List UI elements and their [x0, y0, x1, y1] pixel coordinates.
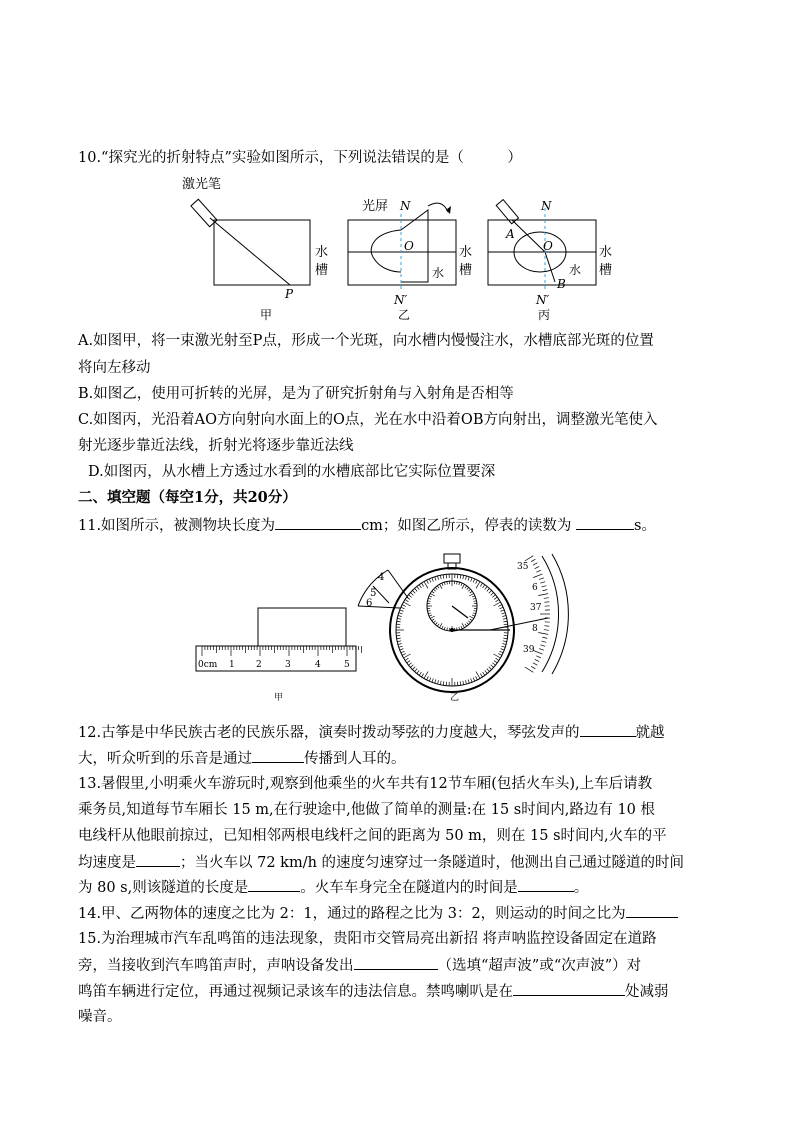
zoom-left-label-5: 5 [370, 588, 377, 599]
dial-tick [460, 575, 461, 579]
dial-tick [473, 579, 475, 583]
caption-bing: 丙 [538, 308, 551, 322]
dial-tick [480, 674, 482, 677]
dial-tick [487, 669, 490, 672]
dial-tick [498, 654, 502, 656]
q12-line2: 大，听众听到的乐音是通过 传播到人耳的。 [78, 748, 406, 769]
minute-dial-tick [428, 598, 431, 599]
zoom-right-label-39: 39 [523, 645, 535, 655]
zoom-tick [542, 590, 547, 591]
minute-dial-tick [430, 594, 434, 597]
dial-tick [424, 672, 428, 679]
dial-tick [440, 681, 441, 685]
dial-tick [501, 613, 505, 614]
q10-option-c-line1: C.如图丙，光沿着AO方向射向水面上的O点，光在水中沿着OB方向射出，调整激光笔使入 [78, 412, 658, 428]
dial-tick [417, 670, 420, 673]
zoom-right-label-35: 35 [517, 562, 529, 572]
dial-tick [485, 670, 488, 673]
minute-dial-tick [437, 624, 439, 626]
dial-tick [485, 586, 488, 589]
dial-tick [400, 610, 404, 611]
dial-tick [432, 578, 433, 582]
dial-tick [412, 590, 415, 593]
dial-tick [489, 590, 492, 593]
zoom-tick [531, 559, 535, 561]
minute-dial-tick [428, 601, 431, 602]
dial-tick [419, 585, 421, 588]
minute-dial-tick [459, 627, 460, 630]
minute-dial-tick [428, 611, 431, 612]
minute-dial-tick [444, 582, 445, 585]
minute-dial-tick [461, 583, 462, 586]
dial-tick [483, 585, 485, 588]
q10-option-d: D.如图丙，从水槽上方透过水看到的水槽底部比它实际位置要深 [88, 464, 496, 480]
stopwatch-figure [358, 554, 568, 703]
q12-line1: 12.古筝是中华民族古老的民族乐器，演奏时拨动琴弦的力度越大，琴弦发声的 就越 [78, 722, 665, 743]
q10-option-a-line2: 将向左移动 [78, 360, 151, 376]
minute-dial-tick [467, 622, 469, 624]
minute-dial-tick [428, 613, 431, 614]
minute-dial-tick [465, 586, 467, 588]
caption-ruler: 甲 [274, 693, 284, 703]
minute-dial-tick [473, 613, 476, 614]
dial-tick [438, 680, 439, 684]
dial-tick [500, 607, 504, 609]
tank-jia [214, 220, 310, 285]
q15-blank-2[interactable] [513, 981, 625, 996]
q14-line: 14.甲、乙两物体的速度之比为 2：1，通过的路程之比为 3：2，则运动的时间之比为 [78, 903, 678, 924]
ruler [196, 646, 356, 671]
minute-dial-tick [447, 628, 448, 631]
dial-tick [491, 593, 494, 596]
minute-dial-tick [437, 586, 439, 588]
dial-tick [498, 605, 502, 607]
minute-dial-tick [474, 611, 477, 612]
dial-tick [422, 583, 424, 586]
zoom-tick [538, 594, 548, 596]
minute-dial-tick [465, 624, 467, 626]
zoom-tick [531, 666, 535, 668]
dial-tick [400, 649, 404, 650]
dial-tick [496, 658, 499, 660]
dial-tick [443, 575, 444, 579]
dial-tick [460, 681, 461, 685]
dial-tick [487, 588, 490, 591]
dial-tick [397, 621, 401, 622]
dial-tick [440, 575, 441, 579]
dial-tick [415, 669, 418, 672]
zoom-tick [533, 663, 537, 665]
svg-text:槽: 槽 [459, 263, 473, 278]
minute-dial-tick [472, 615, 475, 616]
dial-tick [398, 616, 402, 617]
dial-tick [463, 681, 464, 685]
minute-dial-tick [468, 621, 470, 623]
minute-dial-tick [472, 596, 475, 597]
zoom-tick [540, 582, 545, 583]
tank-label-2: 槽 [315, 263, 329, 278]
q10-stem: 10.“探究光的折射特点”实验如图所示，下列说法错误的是（ ） [78, 150, 522, 166]
minute-dial-tick [468, 589, 470, 591]
dial-tick [422, 674, 424, 677]
dial-tick [410, 665, 413, 668]
zoom-tick [539, 649, 544, 651]
minute-dial-tick [462, 623, 465, 627]
q13-line4: 均速度是 ；当火车以 72 km/h 的速度匀速穿过一条隧道时，他测出自己通过隧道的时间 [78, 852, 684, 873]
dial-tick [408, 663, 411, 666]
dial-tick [463, 575, 464, 579]
caption-jia: 甲 [260, 308, 273, 322]
dial-tick [401, 607, 405, 609]
dial-tick [502, 616, 506, 617]
point-o-bing: O [543, 239, 553, 253]
svg-text:槽: 槽 [599, 263, 613, 278]
dial-tick [503, 621, 507, 622]
block [258, 608, 346, 646]
ruler-label-5: 5 [344, 660, 350, 670]
minute-dial-tick [461, 626, 462, 629]
zoom-tick [535, 566, 540, 568]
dial-tick [397, 641, 401, 642]
minute-dial-tick [473, 598, 476, 599]
figure-yi [348, 198, 472, 322]
refracted-ray [545, 252, 555, 282]
zoom-tick [525, 667, 533, 672]
dial-tick [476, 582, 480, 589]
dial-tick [443, 681, 444, 685]
minute-dial-tick [447, 582, 448, 585]
ruler-label-2: 2 [256, 660, 262, 670]
minute-dial-tick [457, 582, 458, 585]
q10-option-a-line1: A.如图甲，将一束激光射至P点，形成一个光斑，向水槽内慢慢注水，水槽底部光斑的位置 [78, 333, 654, 349]
q10-figure [170, 170, 630, 328]
minute-dial-tick [440, 584, 443, 588]
dial-tick [397, 638, 401, 639]
dial-tick [491, 665, 494, 668]
zoom-tick [533, 650, 542, 654]
dial-tick [412, 667, 415, 670]
minute-dial-tick [440, 623, 443, 627]
dial-tick [435, 577, 436, 581]
dial-tick [501, 649, 505, 650]
section-title: 二、填空题（每空1分，共20分） [78, 489, 297, 506]
q12-blank-2[interactable] [252, 748, 304, 763]
dial-tick [494, 654, 501, 658]
dial-tick [494, 597, 497, 599]
q15-line4: 噪音。 [78, 1009, 122, 1025]
rotate-arrow [428, 203, 448, 212]
zoom-left-label-6: 6 [366, 598, 373, 609]
minute-dial-tick [432, 619, 434, 621]
dial-tick [501, 610, 505, 611]
dial-tick [401, 651, 405, 653]
ruler-label-4: 4 [315, 660, 321, 670]
dial-tick [468, 679, 469, 683]
dial-tick [429, 579, 431, 583]
minute-dial-tick [442, 583, 443, 586]
dial-tick [476, 672, 480, 679]
zoom-tick [541, 641, 546, 642]
dial-tick [415, 588, 418, 591]
q13-line2: 乘务员,知道每节车厢长 15 m,在行驶途中,他做了简单的测量:在 15 s时间内,路边有 10 根 [78, 802, 656, 818]
minute-dial-tick [474, 601, 477, 602]
minute-dial-tick [470, 619, 472, 621]
incident-ray [512, 220, 545, 252]
dial-tick [410, 593, 413, 596]
point-o-yi: O [404, 239, 414, 253]
zoom-tick [533, 563, 537, 565]
minute-dial-tick [433, 589, 435, 591]
dial-tick [473, 678, 475, 682]
zoom-left-label-4: 4 [378, 572, 385, 583]
svg-text:N: N [541, 199, 552, 213]
svg-text:N′: N′ [536, 293, 550, 307]
dial-tick [399, 646, 403, 647]
dial-tick [494, 661, 497, 663]
point-b: B [557, 277, 566, 291]
q10-option-b: B.如图乙，使用可折转的光屏，是为了研究折射角与入射角是否相等 [78, 386, 514, 402]
minute-dial-tick [470, 591, 472, 593]
dial-tick [468, 577, 469, 581]
zoom-tick [541, 586, 546, 587]
zoom-tick [540, 645, 545, 646]
dial-tick [476, 580, 478, 584]
normal-nprime-yi: N′ [394, 293, 408, 307]
dial-tick [465, 680, 466, 684]
dial-tick [404, 654, 411, 658]
dial-tick [489, 667, 492, 670]
laser-beam [210, 218, 290, 285]
dial-tick [503, 641, 507, 642]
zoom-right-label-6: 6 [532, 583, 538, 593]
dial-tick [408, 595, 411, 598]
dial-tick [480, 583, 482, 586]
svg-text:水: 水 [459, 245, 473, 260]
minute-dial-tick [444, 627, 445, 630]
ruler-label-0: 0cm [198, 660, 218, 670]
q13-line5: 为 80 s,则该隧道的长度是 。火车车身完全在隧道内的时间是 。 [78, 877, 588, 898]
q11-blank-length[interactable] [275, 515, 361, 530]
ruler-label-1: 1 [229, 660, 235, 670]
minute-dial-tick [467, 587, 469, 589]
dial-tick [492, 663, 495, 666]
zoom-tick [544, 602, 549, 603]
dial-tick [398, 643, 402, 644]
normal-n-yi: N [400, 199, 411, 213]
q11-blank-time[interactable] [576, 515, 634, 530]
zoom-tick [533, 574, 542, 578]
water-label-yi: 水 [432, 266, 445, 280]
dial-tick [402, 605, 406, 607]
dial-tick [500, 651, 504, 653]
zoom-tick [536, 570, 541, 572]
zoom-tick [525, 556, 533, 561]
dial-tick [496, 600, 499, 602]
dial-tick [483, 672, 485, 675]
water-label-bing: 水 [569, 263, 582, 277]
dial-tick [399, 613, 403, 614]
minute-dial-tick [429, 596, 432, 597]
dial-tick [407, 661, 410, 663]
zoom-tick [544, 626, 549, 627]
laser-label: 激光笔 [182, 177, 222, 192]
minute-dial-tick [432, 591, 434, 593]
dial-tick [417, 586, 420, 589]
dial-tick [397, 618, 401, 619]
zoom-tick [536, 656, 541, 658]
zoom-tick [539, 578, 544, 580]
q13-blank-time[interactable] [518, 877, 574, 892]
dial-tick [503, 618, 507, 619]
q15-line3: 鸣笛车辆进行定位，再通过视频记录该车的违法信息。禁鸣喇叭是在 处减弱 [78, 981, 669, 1002]
dial-tick [502, 643, 506, 644]
dial-tick [419, 672, 421, 675]
minute-dial-tick [433, 621, 435, 623]
minute-dial-tick [429, 615, 432, 616]
zoom-right-label-37: 37 [530, 603, 542, 613]
figure-jia [182, 176, 328, 322]
dial-tick [501, 646, 505, 647]
dial-tick [405, 600, 408, 602]
dial-tick [402, 654, 406, 656]
dial-tick [438, 576, 439, 580]
zoom-tick [535, 659, 540, 661]
minute-dial-tick [435, 587, 437, 589]
zoom-tick [542, 637, 547, 638]
dial-tick [432, 679, 433, 683]
svg-text:水: 水 [599, 245, 613, 260]
dial-tick [404, 602, 411, 606]
point-p: P [285, 287, 294, 301]
minute-dial-tick [435, 622, 437, 624]
ruler-label-3: 3 [285, 660, 291, 670]
q15-line2: 旁，当接收到汽车鸣笛声时，声呐设备发出 （选填“超声波”或“次声波”）对 [78, 955, 641, 976]
minute-dial-tick [459, 582, 460, 585]
minute-dial-tick [469, 594, 473, 597]
dial-tick [424, 582, 428, 589]
q11-figure [190, 548, 580, 706]
q14-blank[interactable] [626, 903, 678, 918]
minute-dial-tick [462, 584, 465, 588]
zoom-tick [538, 633, 548, 635]
stopwatch-crown [444, 554, 460, 563]
dial-tick [435, 679, 436, 683]
tank-label-1: 水 [315, 245, 329, 260]
q13-blank-length[interactable] [248, 877, 300, 892]
q13-blank-speed[interactable] [136, 852, 180, 867]
dial-tick [471, 679, 472, 683]
caption-stopwatch: 乙 [450, 693, 460, 703]
dial-tick [494, 602, 501, 606]
dial-tick [476, 676, 478, 680]
minute-dial-tick [430, 616, 434, 619]
q13-line3: 电线杆从他眼前掠过，已知相邻两根电线杆之间的距离为 50 m，则在 15 s时间内,火车的平 [78, 828, 667, 844]
caption-yi: 乙 [398, 308, 411, 322]
screen-label: 光屏 [362, 199, 389, 214]
dial-tick [492, 595, 495, 598]
zoom-right-label-8: 8 [532, 624, 538, 634]
dial-tick [429, 678, 431, 682]
dial-tick [465, 576, 466, 580]
dial-tick [503, 638, 507, 639]
q10-option-c-line2: 射光逐步靠近法线，折射光将逐步靠近法线 [78, 438, 354, 454]
minute-dial-tick [442, 626, 443, 629]
q11-stem: 11.如图所示，被测物块长度为 cm；如图乙所示，停表的读数为 s。 [78, 515, 656, 536]
q12-blank-1[interactable] [580, 722, 636, 737]
ruler-figure [196, 608, 362, 703]
dial-tick [471, 578, 472, 582]
q15-blank-1[interactable] [354, 955, 438, 970]
dial-tick [427, 580, 429, 584]
dial-tick [427, 676, 429, 680]
laser-pen [191, 199, 217, 226]
dial-tick [405, 658, 408, 660]
minute-hand [452, 606, 468, 618]
figure-bing [488, 199, 612, 322]
zoom-tick [544, 598, 549, 599]
q15-line1: 15.为治理城市汽车乱鸣笛的违法现象，贵阳市交管局亮出新招 将声呐监控设备固定在道路 [78, 931, 657, 947]
q13-line1: 13.暑假里,小明乘火车游玩时,观察到他乘坐的火车共有12节车厢(包括火车头),上车后请教 [78, 776, 653, 792]
point-a: A [506, 227, 515, 241]
minute-dial-tick [469, 616, 473, 619]
zoom-tick [544, 630, 549, 631]
